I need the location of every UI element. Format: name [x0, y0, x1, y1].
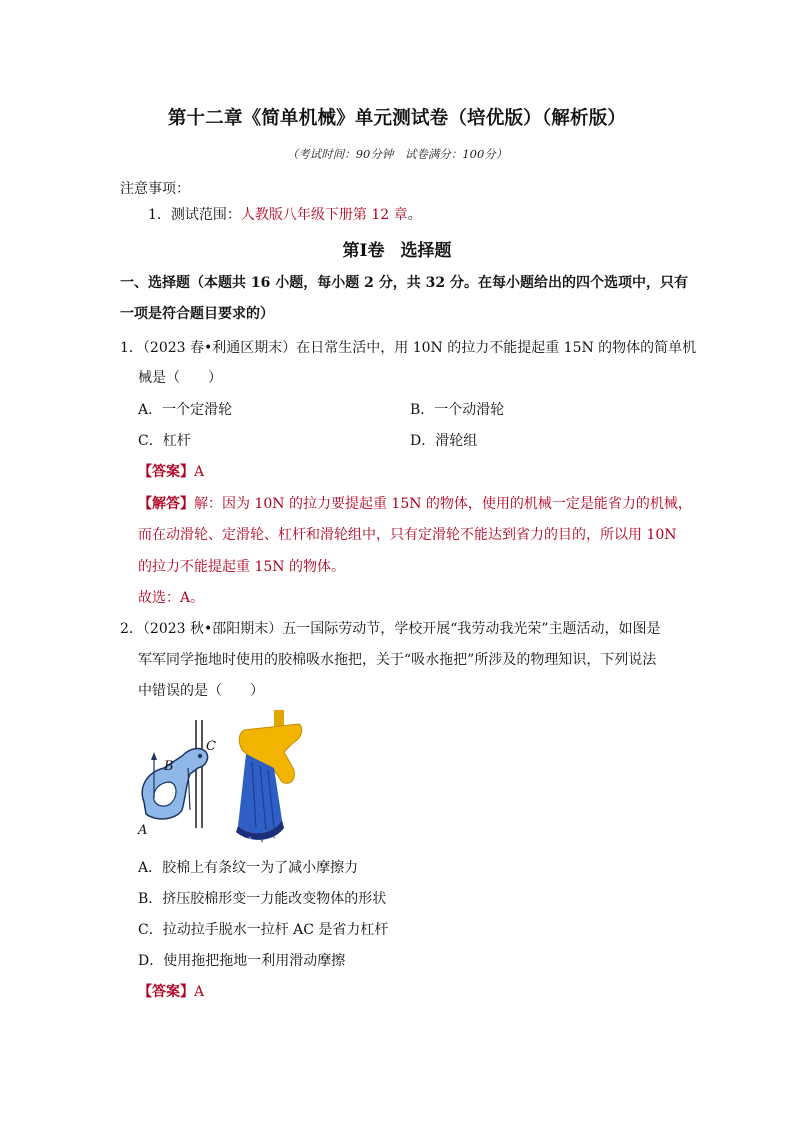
- notice-item: [148, 204, 422, 224]
- q2-option-c: C．拉动拉手脱水一拉杆 AC 是省力杠杆: [138, 922, 389, 938]
- q1-stem-line-2: 械是（ ）: [138, 370, 222, 386]
- mop-illustration: [134, 710, 314, 844]
- q2-option-b: B．挤压胶棉形变一力能改变物体的形状: [138, 891, 387, 907]
- q1-stem-line-1: 1．（2023 春•利通区期末）在日常生活中，用 10N 的拉力不能提起重 15N 的物体的简单机: [120, 340, 697, 356]
- q1-analysis-line-3: 的拉力不能提起重 15N 的物体。: [138, 559, 345, 575]
- q2-answer: [138, 981, 204, 1001]
- q1-option-d: D．滑轮组: [410, 433, 478, 449]
- section-title-volume: 第Ⅰ卷: [342, 241, 385, 261]
- q2-stem-line-1: 2．（2023 秋•邵阳期末）五一国际劳动节，学校开展“我劳动我光荣”主题活动，如图是: [120, 621, 661, 637]
- q2-option-a: A．胶棉上有条纹一为了减小摩擦力: [138, 860, 359, 876]
- lever-diagram: [137, 720, 216, 838]
- q1-answer: [138, 461, 204, 481]
- mop-photo: [236, 710, 302, 842]
- q2-stem-line-3: 中错误的是（ ）: [138, 683, 264, 699]
- label-a: A: [138, 823, 148, 838]
- notice-label: 注意事项：: [120, 181, 190, 197]
- q1-option-c: C．杠杆: [138, 433, 191, 449]
- q1-option-b: B．一个动滑轮: [410, 402, 505, 418]
- notice-item-prefix: 1．测试范围：: [148, 207, 241, 223]
- page-title: 第十二章《简单机械》单元测试卷（培优版）（解析版）: [167, 108, 627, 129]
- q2-stem-line-2: 军军同学拖地时使用的胶棉吸水拖把，关于“吸水拖把”所涉及的物理知识，下列说法: [138, 652, 657, 668]
- label-b: B: [164, 759, 174, 774]
- section-title: [0, 236, 794, 261]
- part-heading-line-1: 一、选择题（本题共 16 小题，每小题 2 分，共 32 分。在每小题给出的四个选项中，只有: [120, 275, 688, 291]
- label-c: C: [206, 739, 216, 754]
- section-title-type: 选择题: [400, 241, 452, 261]
- part-heading-line-2: 一项是符合题目要求的）: [120, 306, 274, 322]
- exam-info: （考试时间：90分钟 试卷满分：100分）: [286, 147, 508, 161]
- q1-analysis-line-1: 【解答】解：因为 10N 的拉力要提起重 15N 的物体，使用的机械一定是能省力的机械，: [138, 496, 692, 512]
- notice-item-scope: 人教版八年级下册第 12 章: [240, 207, 408, 223]
- q2-answer-label: 【答案】: [138, 984, 194, 1000]
- q1-answer-value: A: [194, 464, 205, 480]
- notice-item-suffix: 。: [407, 207, 422, 223]
- q1-option-a: A．一个定滑轮: [138, 402, 233, 418]
- q1-analysis-label: 【解答】: [138, 496, 194, 512]
- mop-figure: [134, 710, 314, 844]
- q1-analysis-line-2: 而在动滑轮、定滑轮、杠杆和滑轮组中，只有定滑轮不能达到省力的目的，所以用 10N: [138, 527, 677, 543]
- q1-answer-label: 【答案】: [138, 464, 194, 480]
- q2-answer-value: A: [194, 984, 205, 1000]
- q2-option-d: D．使用拖把拖地一利用滑动摩擦: [138, 953, 346, 969]
- q1-choose: 故选：A。: [138, 590, 205, 606]
